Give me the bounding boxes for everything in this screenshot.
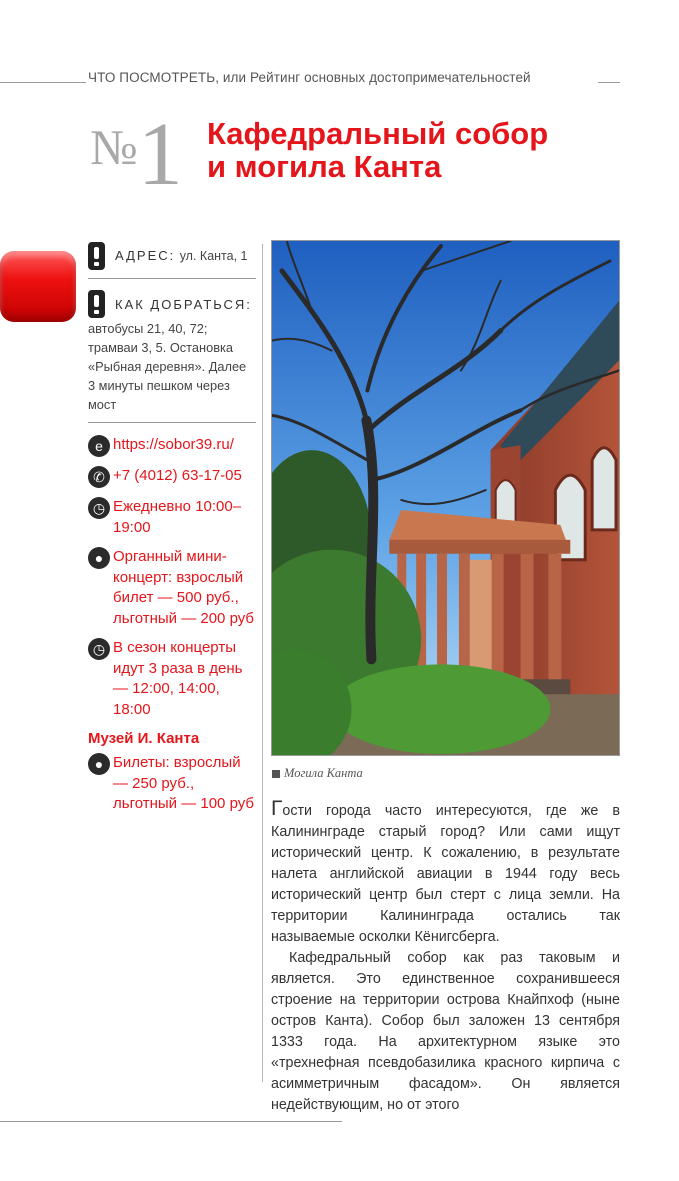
- address-value: ул. Канта, 1: [179, 249, 248, 263]
- concert-price-row: [88, 547, 256, 629]
- museum-price-row: [88, 753, 256, 815]
- paragraph-1: [271, 797, 620, 948]
- exclamation-icon: [88, 290, 105, 318]
- website-link[interactable]: https://sobor39.ru/: [113, 436, 234, 453]
- article-body: [271, 797, 620, 1116]
- concert-times-row: [88, 638, 256, 720]
- photo-caption: [272, 766, 363, 781]
- top-rule-left: [0, 82, 86, 83]
- directions-label: КАК ДОБРАТЬСЯ:: [115, 296, 252, 312]
- museum-heading: Музей И. Канта: [88, 730, 200, 747]
- top-rule-right: [598, 82, 620, 83]
- kant-tomb-illustration: [272, 241, 619, 755]
- hours-row: [88, 497, 256, 538]
- divider: [88, 278, 256, 279]
- bottom-rule: [0, 1121, 342, 1122]
- phone-row: [88, 466, 256, 488]
- opening-hours: Ежедневно 10:00–19:00: [113, 498, 242, 536]
- clock-icon: ◷: [88, 497, 110, 519]
- concert-times: В сезон концерты идут 3 раза в день — 12:00, 14:00, 18:00: [113, 639, 243, 718]
- cathedral-photo: [271, 240, 620, 756]
- paragraph-1-text: ости города часто интересуются, где же в Калининграде старый город? Или сами ищут исторический центр. К сожалению, в результате налета английской авиации в 1944 году весь исторический центр был стерт с лица земли. На территории Калининграда остались так называемые осколки Кёнигсберга.: [271, 803, 620, 945]
- exclamation-icon: [88, 242, 105, 270]
- directions-text: автобусы 21, 40, 72; трамваи 3, 5. Остановка «Рыбная деревня». Далее 3 минуты пешком через мост: [88, 321, 247, 412]
- phone-number: +7 (4012) 63-17-05: [113, 467, 242, 484]
- phone-icon: ✆: [88, 466, 110, 488]
- info-sidebar: [88, 240, 256, 824]
- divider: [88, 422, 256, 423]
- caption-text: Могила Канта: [284, 766, 363, 780]
- caption-square-icon: [272, 770, 280, 778]
- ranking-number: [90, 105, 183, 204]
- coin-icon: ●: [88, 753, 110, 775]
- museum-price: Билеты: взрослый — 250 руб., льготный — 100 руб: [113, 754, 254, 812]
- running-head: ЧТО ПОСМОТРЕТЬ, или Рейтинг основных достопримечательностей: [88, 70, 531, 85]
- web-icon: e: [88, 435, 110, 457]
- number-sign: №: [90, 119, 138, 175]
- column-separator: [262, 244, 263, 1082]
- drop-cap: Г: [271, 797, 283, 820]
- address-label: АДРЕС:: [115, 248, 176, 263]
- coin-icon: ●: [88, 547, 110, 569]
- red-chapter-tab: [0, 251, 76, 322]
- info-list: [88, 435, 256, 720]
- concert-price: Органный мини-концерт: взрослый билет — 500 руб., льготный — 200 руб: [113, 548, 254, 627]
- paragraph-2: Кафедральный собор как раз таковым и является. Это единственное сохранившееся строение на территории острова Кнайпхоф (ныне остров Канта). Собор был заложен 13 сентября 1333 года. На архитектурном языке это «трехнефная псевдобазилика красного кирпича с асимметричным фасадом». Он является недействующим, но от этого: [271, 950, 620, 1113]
- address-row: [88, 240, 256, 272]
- clock-icon: ◷: [88, 638, 110, 660]
- title-line-2: и могила Канта: [207, 149, 442, 184]
- title-line-1: Кафедральный собор: [207, 116, 549, 151]
- page-title: [207, 117, 627, 183]
- number-value: 1: [137, 105, 183, 204]
- website-row: [88, 435, 256, 457]
- directions-row: [88, 289, 256, 319]
